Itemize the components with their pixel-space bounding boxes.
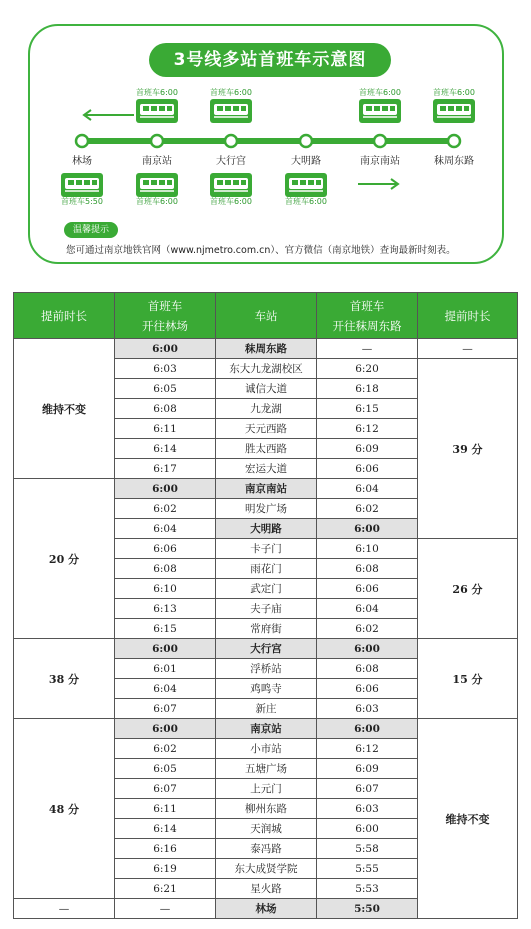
header-right-advance: 提前时长 [418, 293, 518, 339]
first-train-diagram-card [28, 24, 504, 264]
time-to-mozhou: 6:04 [317, 599, 418, 619]
time-to-linchang: 6:07 [115, 699, 216, 719]
left-advance-group: — [14, 899, 115, 919]
time-to-linchang: 6:08 [115, 399, 216, 419]
header-to-mozhou-line2: 开往秣周东路 [332, 318, 402, 333]
station-label-nanjingnan: 南京南站 [360, 156, 400, 167]
time-to-linchang: 6:15 [115, 619, 216, 639]
station-label-daminglu: 大明路 [291, 156, 321, 167]
station-label-linchang: 林场 [72, 156, 92, 167]
left-advance-group: 48 分 [14, 719, 115, 899]
time-to-mozhou: 5:50 [317, 899, 418, 919]
arrow-left-icon [80, 108, 136, 122]
time-to-linchang: 6:11 [115, 799, 216, 819]
header-to-linchang-line2: 开往林场 [142, 318, 188, 333]
left-advance-group: 维持不变 [14, 339, 115, 479]
time-to-linchang: 6:14 [115, 819, 216, 839]
station-name: 新庄 [216, 699, 317, 719]
time-to-linchang: 6:00 [115, 719, 216, 739]
time-to-mozhou: 6:00 [317, 519, 418, 539]
time-to-mozhou: 6:10 [317, 539, 418, 559]
station-name: 夫子庙 [216, 599, 317, 619]
header-to-linchang-line1: 首班车 [147, 298, 183, 313]
train-icon [136, 173, 178, 197]
station-name: 泰冯路 [216, 839, 317, 859]
right-advance-group: 39 分 [418, 359, 518, 539]
time-to-mozhou: 6:00 [317, 639, 418, 659]
time-to-linchang: 6:17 [115, 459, 216, 479]
time-to-linchang: 6:11 [115, 419, 216, 439]
time-to-mozhou: 5:55 [317, 859, 418, 879]
station-dot [151, 135, 163, 147]
time-to-mozhou: 6:02 [317, 619, 418, 639]
train-bottom-daminglu [280, 172, 332, 207]
station-name: 星火路 [216, 879, 317, 899]
station-name: 小市站 [216, 739, 317, 759]
time-to-mozhou: 6:15 [317, 399, 418, 419]
time-to-mozhou: 6:00 [317, 719, 418, 739]
time-to-linchang: 6:13 [115, 599, 216, 619]
train-bottom-linchang [56, 172, 108, 207]
station-name: 鸡鸣寺 [216, 679, 317, 699]
right-advance-group: — [418, 339, 518, 359]
station-label-nanjing: 南京站 [142, 156, 172, 167]
station-name: 胜太西路 [216, 439, 317, 459]
train-time: 首班车6:00 [210, 88, 252, 97]
table-row [14, 719, 518, 739]
time-to-linchang: 6:01 [115, 659, 216, 679]
time-to-mozhou: 6:06 [317, 679, 418, 699]
station-name: 南京站 [216, 719, 317, 739]
time-to-linchang: 6:10 [115, 579, 216, 599]
time-to-linchang: 6:04 [115, 679, 216, 699]
station-dot [76, 135, 88, 147]
station-label-daxinggong: 大行宫 [216, 156, 246, 167]
station-name: 明发广场 [216, 499, 317, 519]
time-to-linchang: 6:05 [115, 379, 216, 399]
first-train-timetable [13, 292, 518, 919]
time-to-mozhou: 6:00 [317, 819, 418, 839]
header-to-mozhou [317, 293, 418, 339]
left-advance-group: 38 分 [14, 639, 115, 719]
tip-badge: 温馨提示 [64, 222, 118, 238]
right-advance-group: 26 分 [418, 539, 518, 639]
time-to-linchang: 6:19 [115, 859, 216, 879]
time-to-linchang: 6:05 [115, 759, 216, 779]
train-icon [285, 173, 327, 197]
train-icon [433, 99, 475, 123]
time-to-linchang: 6:07 [115, 779, 216, 799]
header-to-linchang [115, 293, 216, 339]
time-to-linchang: 6:06 [115, 539, 216, 559]
time-to-mozhou: 6:09 [317, 759, 418, 779]
time-to-linchang: 6:04 [115, 519, 216, 539]
time-to-mozhou: 6:06 [317, 459, 418, 479]
arrow-right-icon [356, 177, 402, 191]
train-top-daxinggong [205, 88, 257, 123]
train-icon [136, 99, 178, 123]
header-to-mozhou-line1: 首班车 [349, 298, 385, 313]
time-to-linchang: 6:00 [115, 639, 216, 659]
left-advance-group: 20 分 [14, 479, 115, 639]
train-icon [210, 173, 252, 197]
station-name: 大明路 [216, 519, 317, 539]
time-to-mozhou: — [317, 339, 418, 359]
station-name: 浮桥站 [216, 659, 317, 679]
train-time: 首班车5:50 [61, 197, 103, 206]
time-to-mozhou: 6:02 [317, 499, 418, 519]
right-advance-group: 15 分 [418, 639, 518, 719]
station-label-mozhoudonglu: 秣周东路 [434, 156, 474, 167]
station-name: 上元门 [216, 779, 317, 799]
station-name: 柳州东路 [216, 799, 317, 819]
diagram-title: 3号线多站首班车示意图 [149, 43, 391, 77]
station-name: 诚信大道 [216, 379, 317, 399]
time-to-linchang: — [115, 899, 216, 919]
train-top-nanjingnan [354, 88, 406, 123]
station-dot [374, 135, 386, 147]
station-name: 大行宫 [216, 639, 317, 659]
station-dot [300, 135, 312, 147]
station-name: 卡子门 [216, 539, 317, 559]
time-to-mozhou: 6:03 [317, 799, 418, 819]
header-left-advance: 提前时长 [14, 293, 115, 339]
time-to-linchang: 6:00 [115, 339, 216, 359]
station-dot [225, 135, 237, 147]
tip-text: 您可通过南京地铁官网（www.njmetro.com.cn）、官方微信（南京地铁）查询最新时刻表。 [66, 245, 456, 256]
table-row [14, 339, 518, 359]
time-to-mozhou: 6:08 [317, 659, 418, 679]
time-to-linchang: 6:08 [115, 559, 216, 579]
station-name: 九龙湖 [216, 399, 317, 419]
table-header-row [14, 293, 518, 339]
station-name: 天元西路 [216, 419, 317, 439]
train-icon [61, 173, 103, 197]
station-name: 武定门 [216, 579, 317, 599]
station-name: 宏运大道 [216, 459, 317, 479]
time-to-mozhou: 6:20 [317, 359, 418, 379]
station-dot [448, 135, 460, 147]
station-name: 东大九龙湖校区 [216, 359, 317, 379]
station-name: 雨花门 [216, 559, 317, 579]
train-time: 首班车6:00 [285, 197, 327, 206]
time-to-linchang: 6:16 [115, 839, 216, 859]
time-to-mozhou: 6:07 [317, 779, 418, 799]
time-to-mozhou: 6:12 [317, 419, 418, 439]
time-to-mozhou: 6:04 [317, 479, 418, 499]
right-advance-group: 维持不变 [418, 719, 518, 919]
time-to-linchang: 6:02 [115, 499, 216, 519]
time-to-linchang: 6:14 [115, 439, 216, 459]
train-icon [210, 99, 252, 123]
time-to-linchang: 6:03 [115, 359, 216, 379]
time-to-mozhou: 6:09 [317, 439, 418, 459]
station-name: 常府街 [216, 619, 317, 639]
train-top-nanjing [131, 88, 183, 123]
time-to-linchang: 6:21 [115, 879, 216, 899]
station-name: 南京南站 [216, 479, 317, 499]
time-to-linchang: 6:02 [115, 739, 216, 759]
train-bottom-nanjing [131, 172, 183, 207]
station-name: 天润城 [216, 819, 317, 839]
train-time: 首班车6:00 [433, 88, 475, 97]
time-to-linchang: 6:00 [115, 479, 216, 499]
time-to-mozhou: 6:12 [317, 739, 418, 759]
train-icon [359, 99, 401, 123]
time-to-mozhou: 6:06 [317, 579, 418, 599]
station-name: 林场 [216, 899, 317, 919]
station-name: 五塘广场 [216, 759, 317, 779]
train-bottom-daxinggong [205, 172, 257, 207]
train-time: 首班车6:00 [359, 88, 401, 97]
station-name: 秣周东路 [216, 339, 317, 359]
time-to-mozhou: 5:58 [317, 839, 418, 859]
station-name: 东大成贤学院 [216, 859, 317, 879]
train-time: 首班车6:00 [136, 197, 178, 206]
train-top-mozhoudonglu [428, 88, 480, 123]
train-time: 首班车6:00 [136, 88, 178, 97]
table-row [14, 639, 518, 659]
time-to-mozhou: 6:08 [317, 559, 418, 579]
time-to-mozhou: 6:18 [317, 379, 418, 399]
header-station: 车站 [216, 293, 317, 339]
train-time: 首班车6:00 [210, 197, 252, 206]
time-to-mozhou: 6:03 [317, 699, 418, 719]
time-to-mozhou: 5:53 [317, 879, 418, 899]
